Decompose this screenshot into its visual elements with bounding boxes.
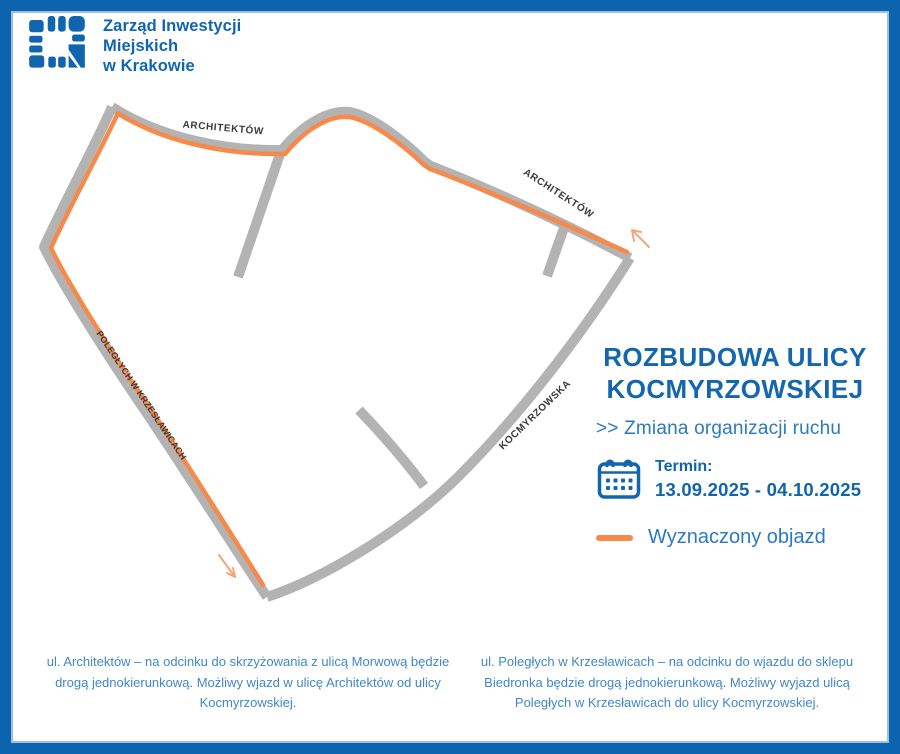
page-subtitle: >> Zmiana organizacji ruchu [596,418,842,440]
road-east-spur [547,222,566,276]
page-title-line1: ROZBUDOWA ULICY [603,342,867,372]
termin-block [596,457,874,501]
termin-label: Termin: [655,457,713,475]
organization-name-line3: w Krakowie [103,57,195,76]
street-label-architektow-west: ARCHITEKTÓW [182,119,265,138]
page-title [596,341,874,405]
road-poleglych [44,107,267,597]
organization-logo [28,14,241,76]
info-panel [596,341,874,549]
legend-detour-label: Wyznaczony objazd [648,526,826,549]
page-title-line2: KOCMYRZOWSKIEJ [606,374,864,405]
road-south-spur [359,410,424,486]
legend [596,526,874,549]
direction-arrow-northeast [632,230,649,247]
calendar-icon [596,457,642,501]
footnote-architektow: ul. Architektów – na odcinku do skrzyżowania z ulicą Morwową będzie drogą jednokierunkową. Możliwy wjazd w ulicę Architektów od ulicy Kocmyrzowskiej. [46,654,450,711]
road-kocmyrzowska [267,258,630,597]
footnote-poleglych: ul. Poległych w Krzesławicach – na odcinku do wjazdu do sklepu Biedronka będzie drogą jednokierunkową. Możliwy wyjazd ulicą Poległych w Krzesławicach do ulicy Kocmyrzowskiej. [480,654,854,711]
detour-line-icon [596,535,633,541]
organization-name-line2: Miejskich [103,37,179,56]
organization-name-line1: Zarząd Inwestycji [103,17,242,35]
street-label-kocmyrzowska: KOCMYRZOWSKA [497,378,574,453]
direction-arrow-south [219,555,235,577]
termin-text [655,458,861,501]
street-label-poleglych: POLEGŁYCH W KRZESŁAWICACH [94,328,189,462]
zim-krakow-logo-icon [28,14,86,69]
street-label-architektow-east: ARCHITEKTÓW [521,167,596,221]
termin-dates: 13.09.2025 - 04.10.2025 [655,478,862,500]
organization-name [103,14,241,76]
road-morwowa-spur [238,151,281,277]
